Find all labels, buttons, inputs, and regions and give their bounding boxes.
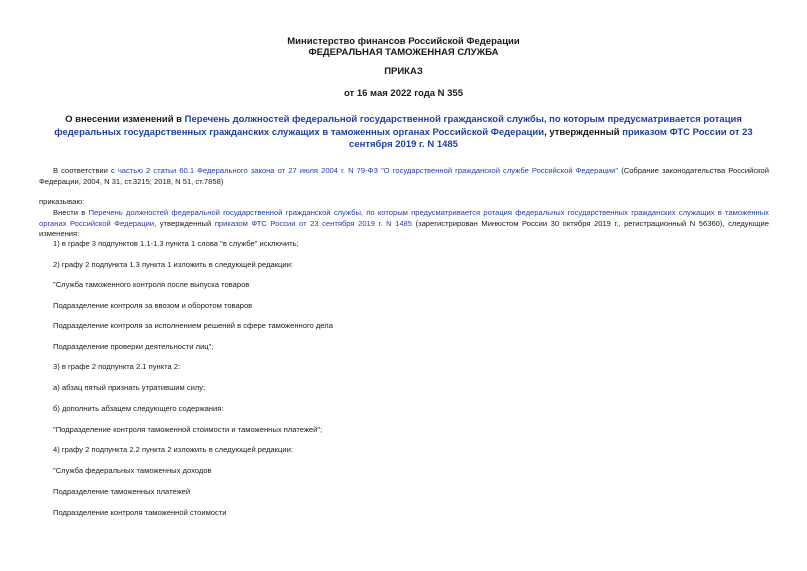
list-item: б) дополнить абзацем следующего содержания:: [53, 404, 224, 413]
document-type: ПРИКАЗ: [384, 66, 423, 77]
title-prefix: О внесении изменений в: [65, 114, 185, 125]
document-date-number: от 16 мая 2022 года N 355: [343, 88, 464, 99]
amendment-list-link[interactable]: Перечень должностей федеральной государственной гражданской службы, по которым предусматривается ротация федеральных государственных гражданских служащих в таможенных органах Российской Федерации: [39, 208, 769, 228]
preamble-paragraph: [39, 166, 769, 187]
list-item: Подразделение проверки деятельности лиц";: [53, 342, 214, 351]
decree-word: приказываю:: [39, 197, 85, 206]
list-item: Подразделение контроля за ввозом и оборотом товаров: [53, 301, 253, 310]
ministry-name: Министерство финансов Российской Федерации: [287, 36, 520, 47]
amendment-suffix: (зарегистрирован Минюстом России 30 октября 2019 г., регистрационный N 56360), следующие изменения:: [39, 218, 770, 239]
title-list-link[interactable]: Перечень должностей федеральной государственной гражданской службы, по которым предусматривается ротация федеральных государственных гражданских служащих в таможенных органах Российской Федерации: [54, 114, 742, 138]
list-item: Подразделение таможенных платежей: [53, 487, 191, 496]
title-middle: , утвержденный: [544, 126, 623, 138]
amendment-paragraph: [39, 208, 769, 240]
list-item: Подразделение контроля таможенной стоимости: [53, 508, 227, 517]
amendment-order-link[interactable]: приказом ФТС России от 23 сентября 2019 г. N 1485: [214, 218, 413, 228]
list-item: "Служба федеральных таможенных доходов: [53, 466, 212, 475]
amendment-prefix: Внести в: [53, 208, 89, 217]
list-item: 4) графу 2 подпункта 2.2 пункта 2 изложить в следующей редакции:: [53, 445, 293, 454]
preamble-suffix: (Собрание законодательства Российской Федерации, 2004, N 31, ст.3215; 2018, N 51, ст.7858): [39, 166, 770, 186]
list-item: 2) графу 2 подпункта 1.3 пункта 1 изложить в следующей редакции:: [53, 260, 293, 269]
document-header: [0, 36, 807, 58]
document-title: [40, 114, 767, 152]
list-item: 3) в графе 2 подпункта 2.1 пункта 2:: [53, 362, 181, 371]
amendment-middle: , утвержденный: [154, 218, 215, 228]
title-order-link[interactable]: приказом ФТС России от 23 сентября 2019 г. N 1485: [349, 126, 753, 150]
list-item: Подразделение контроля за исполнением решений в сфере таможенного дела: [53, 321, 333, 330]
preamble-prefix: В соответствии с: [53, 166, 118, 175]
service-name: ФЕДЕРАЛЬНАЯ ТАМОЖЕННАЯ СЛУЖБА: [308, 47, 499, 58]
list-item: "Служба таможенного контроля после выпуска товаров: [53, 280, 250, 289]
list-item: "Подразделение контроля таможенной стоимости и таможенных платежей";: [53, 425, 323, 434]
list-item: а) абзац пятый признать утратившим силу;: [53, 383, 206, 392]
law-link[interactable]: частью 2 статьи 60.1 Федерального закона от 27 июля 2004 г. N 79-ФЗ "О государственной гражданской службе Российской Федерации": [117, 166, 619, 175]
list-item: 1) в графе 3 подпунктов 1.1-1.3 пункта 1 слова "в службе" исключить;: [53, 239, 299, 248]
